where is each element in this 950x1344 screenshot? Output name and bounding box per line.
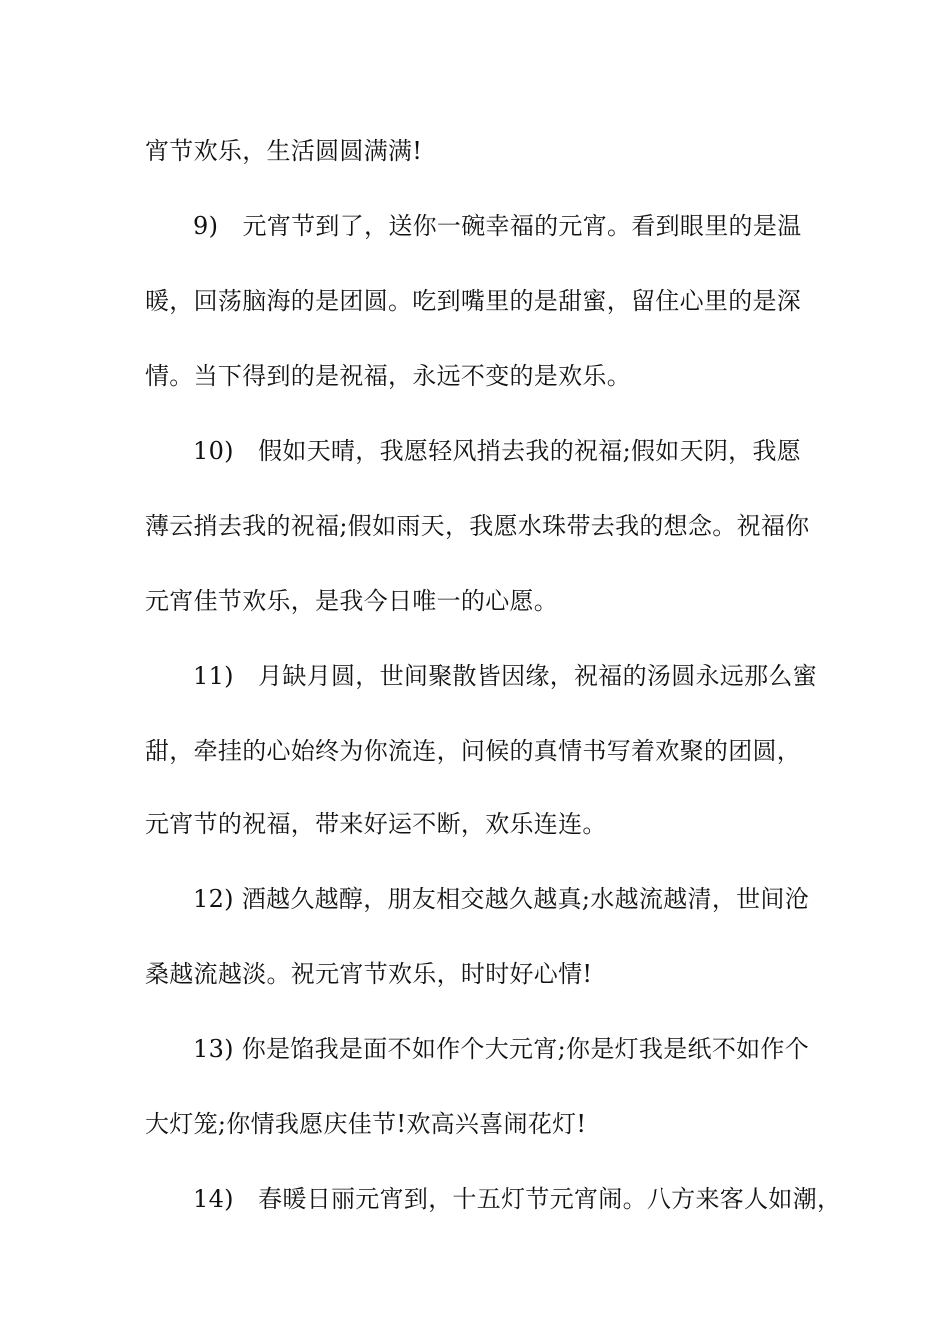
- text-line: 大灯笼;你情我愿庆佳节!欢高兴喜闹花灯!: [145, 1110, 587, 1138]
- text-line: 14) 春暖日丽元宵到，十五灯节元宵闹。八方来客人如潮，: [193, 1185, 842, 1213]
- text-line: 情。当下得到的是祝福，永远不变的是欢乐。: [145, 362, 631, 390]
- text-line: 甜，牵挂的心始终为你流连，问候的真情书写着欢聚的团圆，: [145, 737, 802, 765]
- text-line: 桑越流越淡。祝元宵节欢乐，时时好心情!: [145, 960, 593, 988]
- text-line: 元宵节的祝福，带来好运不断，欢乐连连。: [145, 810, 607, 838]
- text-line: 12) 酒越久越醇，朋友相交越久越真;水越流越清，世间沧: [193, 885, 810, 913]
- text-line: 11) 月缺月圆，世间聚散皆因缘，祝福的汤圆永远那么蜜: [193, 662, 818, 690]
- text-line: 薄云捎去我的祝福;假如雨天，我愿水珠带去我的想念。祝福你: [145, 512, 810, 540]
- text-line: 元宵佳节欢乐，是我今日唯一的心愿。: [145, 587, 559, 615]
- text-line: 9) 元宵节到了，送你一碗幸福的元宵。看到眼里的是温: [193, 212, 802, 240]
- text-line: 宵节欢乐，生活圆圆满满!: [145, 137, 423, 165]
- text-line: 10) 假如天晴，我愿轻风捎去我的祝福;假如天阴，我愿: [193, 437, 802, 465]
- text-line: 13) 你是馅我是面不如作个大元宵;你是灯我是纸不如作个: [193, 1035, 810, 1063]
- text-line: 暖，回荡脑海的是团圆。吃到嘴里的是甜蜜，留住心里的是深: [145, 287, 802, 315]
